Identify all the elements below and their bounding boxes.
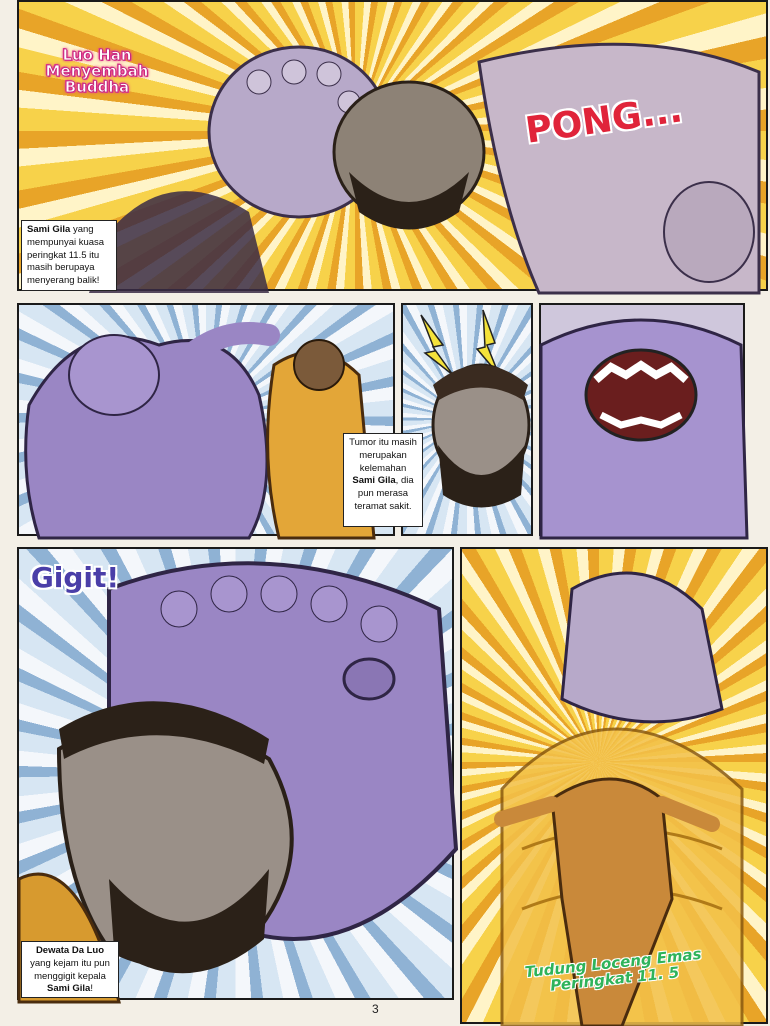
panel-2	[17, 303, 395, 536]
panel-4	[539, 303, 745, 536]
purple-monk-figure	[562, 573, 722, 722]
caption-bold-name: Dewata Da Luo	[35, 945, 105, 956]
lightning-icon	[421, 315, 453, 375]
panel-4-art	[541, 305, 747, 538]
panel-3-caption	[343, 433, 423, 527]
page-number: 3	[372, 1002, 379, 1016]
panel-5	[17, 547, 454, 1000]
caption-bold-name: Sami Gila	[27, 224, 71, 235]
panel-2-art	[19, 305, 397, 538]
panel-1-title: Luo Han Menyembah Buddha	[45, 46, 149, 96]
panel-3	[349, 303, 533, 536]
panel-1-caption	[21, 220, 117, 291]
panel-5-caption	[21, 941, 119, 998]
panel-5-art	[19, 549, 456, 1002]
panel-6-title: Tudung Loceng Emas Peringkat 11. 5	[523, 944, 703, 995]
caption-text-end: !	[90, 983, 93, 995]
gigit-sfx: Gigit!	[30, 561, 120, 594]
caption-text: yang mempunyai kuasa peringkat 11.5 itu masih berupaya menyerang balik!	[27, 224, 105, 287]
caption-bold-name: Sami Gila	[352, 475, 396, 487]
panel-6	[460, 547, 768, 1024]
pong-sfx: PONG...	[522, 89, 685, 152]
caption-text: Tumor itu masih merupakan kelemahan	[349, 437, 417, 474]
caption-bold-name-2: Sami Gila	[47, 983, 91, 995]
caption-text: yang kejam itu pun menggigit kepala	[30, 957, 110, 982]
panel-1	[17, 0, 768, 291]
caption-text-end: , dia pun merasa teramat sakit.	[354, 475, 414, 513]
